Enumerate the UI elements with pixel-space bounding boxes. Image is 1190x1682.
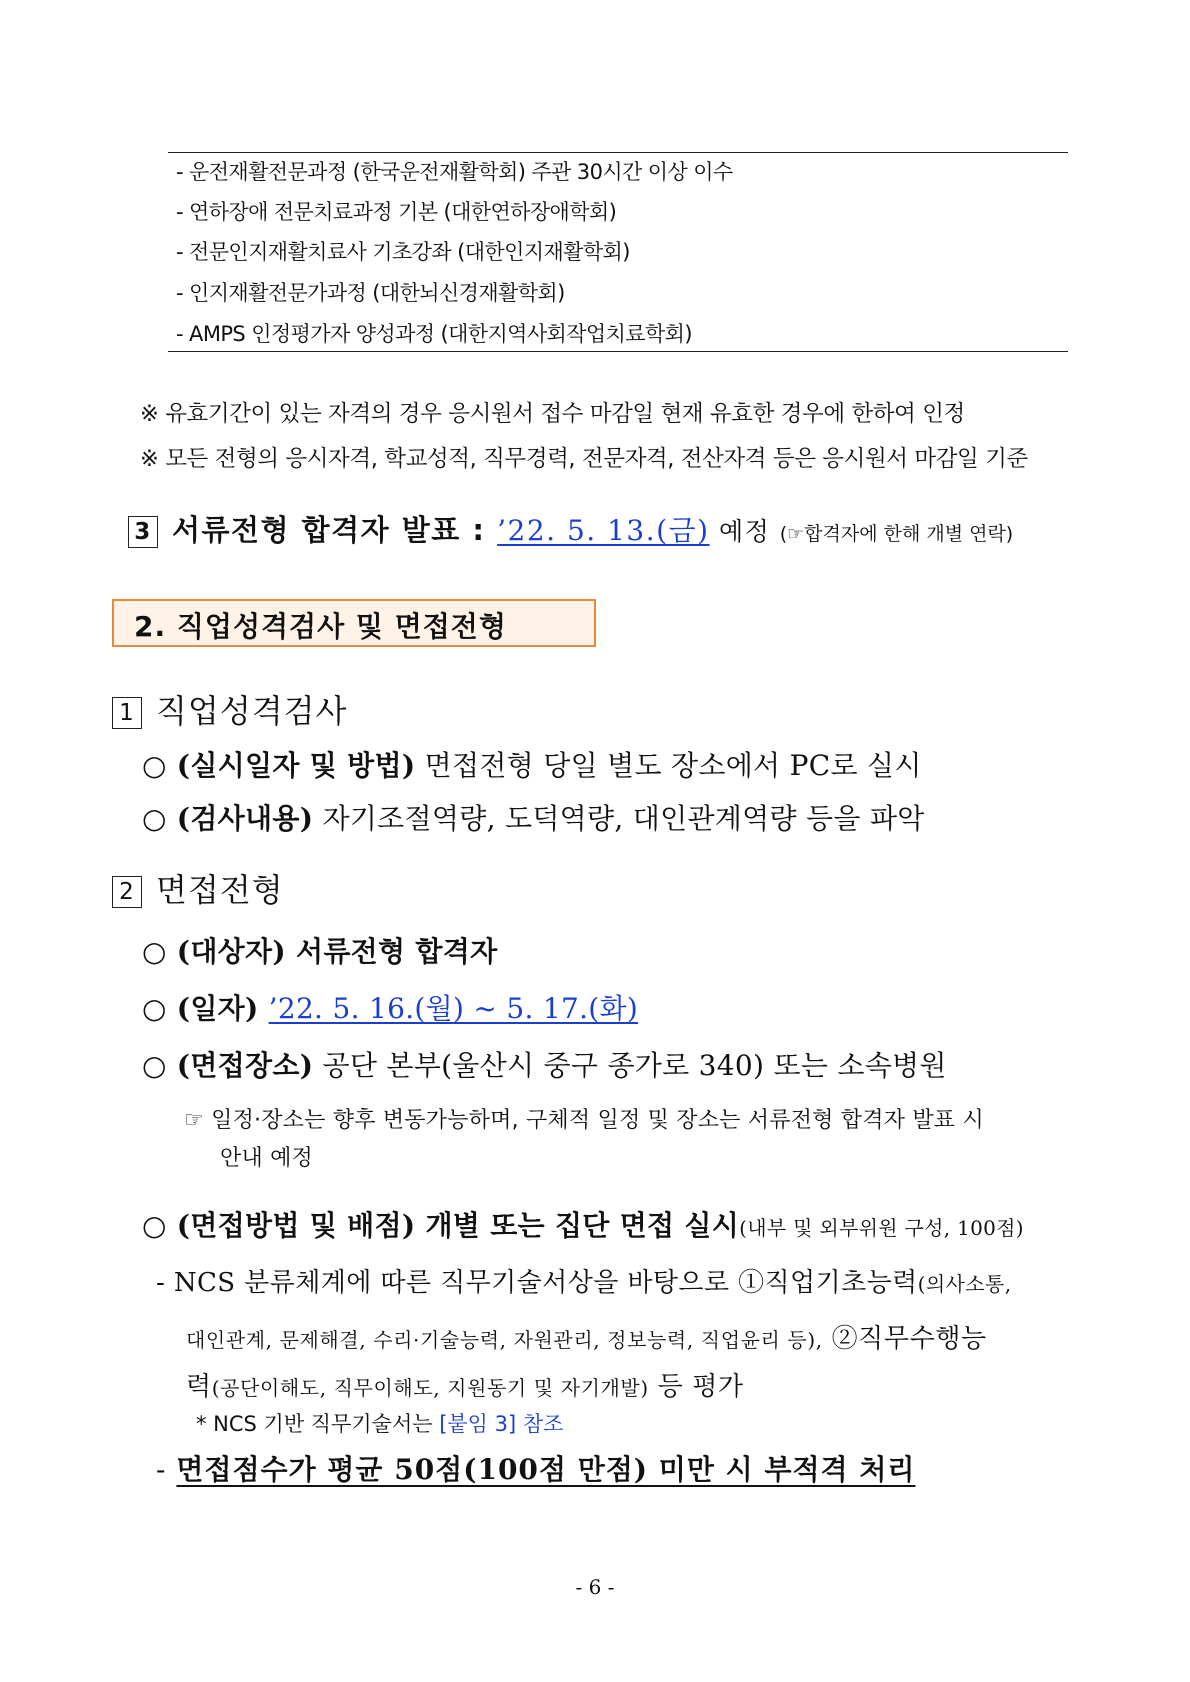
ncs-description-continued <box>186 1318 987 1355</box>
announcement-colon: : <box>460 513 498 547</box>
section-number-box: 2 <box>112 876 142 908</box>
attachment-reference-link[interactable]: [붙임 3] 참조 <box>439 1412 564 1436</box>
bullet-label: ○ (면접방법 및 배점) 개별 또는 집단 면접 실시 <box>142 1209 740 1242</box>
section-title: 2. 직업성격검사 및 면접전형 <box>134 610 507 643</box>
bullet-text: 공단 본부(울산시 중구 종가로 340) 또는 소속병원 <box>313 1049 947 1082</box>
qualification-item: - 인지재활전문가과정 (대한뇌신경재활학회) <box>176 281 565 305</box>
ncs-text: - NCS 분류체계에 따른 직무기술서상을 바탕으로 ①직업기초능력 <box>156 1268 918 1298</box>
bullet-item <box>142 1044 947 1084</box>
announcement-note: (☞합격자에 한해 개별 연락) <box>779 523 1014 545</box>
section-number-box: 1 <box>112 697 142 729</box>
bullet-label: ○ (대상자) 서류전형 합격자 <box>142 935 498 968</box>
bullet-item <box>142 797 925 837</box>
subsection-title: 직업성격검사 <box>156 692 348 730</box>
bullet-item <box>142 744 922 784</box>
ncs-text: 력 <box>186 1372 212 1402</box>
dash: - <box>156 1453 177 1486</box>
qualification-item: - 운전재활전문과정 (한국운전재활학회) 주관 30시간 이상 이수 <box>176 160 733 184</box>
reference-text: * NCS 기반 직무기술서는 <box>196 1412 440 1436</box>
note-deadline-basis: ※ 모든 전형의 응시자격, 학교성적, 직무경력, 전문자격, 전산자격 등은 응시원서 마감일 기준 <box>140 446 1028 472</box>
ncs-description <box>156 1262 1011 1299</box>
announcement-title: 서류전형 합격자 발표 <box>172 513 461 547</box>
bullet-note: (내부 및 외부위원 구성, 100점) <box>739 1216 1024 1240</box>
qualification-item: - AMPS 인정평가자 양성과정 (대한지역사회작업치료학회) <box>176 322 692 346</box>
subsection-heading <box>112 865 284 911</box>
bullet-item <box>142 987 638 1027</box>
disqualification-rule <box>156 1448 915 1488</box>
bullet-item <box>142 1204 1024 1244</box>
ncs-text: 등 평가 <box>648 1372 744 1402</box>
ncs-description-continued <box>186 1366 744 1403</box>
bullet-text: 자기조절역량, 도덕역량, 대인관계역량 등을 파악 <box>313 802 925 835</box>
bullet-label: ○ (실시일자 및 방법) <box>142 749 416 782</box>
bullet-label: ○ (검사내용) <box>142 802 314 835</box>
subsection-title: 면접전형 <box>156 871 284 909</box>
disqualification-text: 면접점수가 평균 50점(100점 만점) 미만 시 부적격 처리 <box>176 1453 916 1486</box>
interview-date-link[interactable]: ’22. 5. 16.(월) ~ 5. 17.(화) <box>268 992 639 1025</box>
place-note-continued: 안내 예정 <box>220 1146 314 1171</box>
ncs-text: ②직무수행능 <box>822 1324 987 1354</box>
subsection-heading <box>112 686 347 732</box>
ncs-note: 대인관계, 문제해결, 수리·기술능력, 자원관리, 정보능력, 직업윤리 등), <box>186 1328 823 1352</box>
bullet-label: ○ (일자) <box>142 992 269 1025</box>
ncs-reference <box>196 1408 563 1438</box>
bullet-text: 면접전형 당일 별도 장소에서 PC로 실시 <box>415 749 922 782</box>
bullet-item <box>142 930 497 970</box>
place-note: ☞ 일정·장소는 향후 변동가능하며, 구체적 일정 및 장소는 서류전형 합격자 발표 시 <box>184 1108 984 1133</box>
page-number: - 6 - <box>575 1575 615 1599</box>
announcement-plan: 예정 <box>709 517 780 546</box>
qualification-item: - 전문인지재활치료사 기초강좌 (대한인지재활학회) <box>176 240 630 264</box>
announcement-date-link[interactable]: ’22. 5. 13.(금) <box>497 514 710 547</box>
bullet-label: ○ (면접장소) <box>142 1049 314 1082</box>
section-number-box: 3 <box>128 516 158 548</box>
ncs-note: (공단이해도, 직무이해도, 지원동기 및 자기개발) <box>211 1376 649 1400</box>
ncs-note: (의사소통, <box>917 1272 1012 1296</box>
note-validity: ※ 유효기간이 있는 자격의 경우 응시원서 접수 마감일 현재 유효한 경우에 한하여 인정 <box>140 401 965 427</box>
qualification-item: - 연하장애 전문치료과정 기본 (대한연하장애학회) <box>176 200 617 224</box>
document-result-announcement <box>128 508 1013 549</box>
